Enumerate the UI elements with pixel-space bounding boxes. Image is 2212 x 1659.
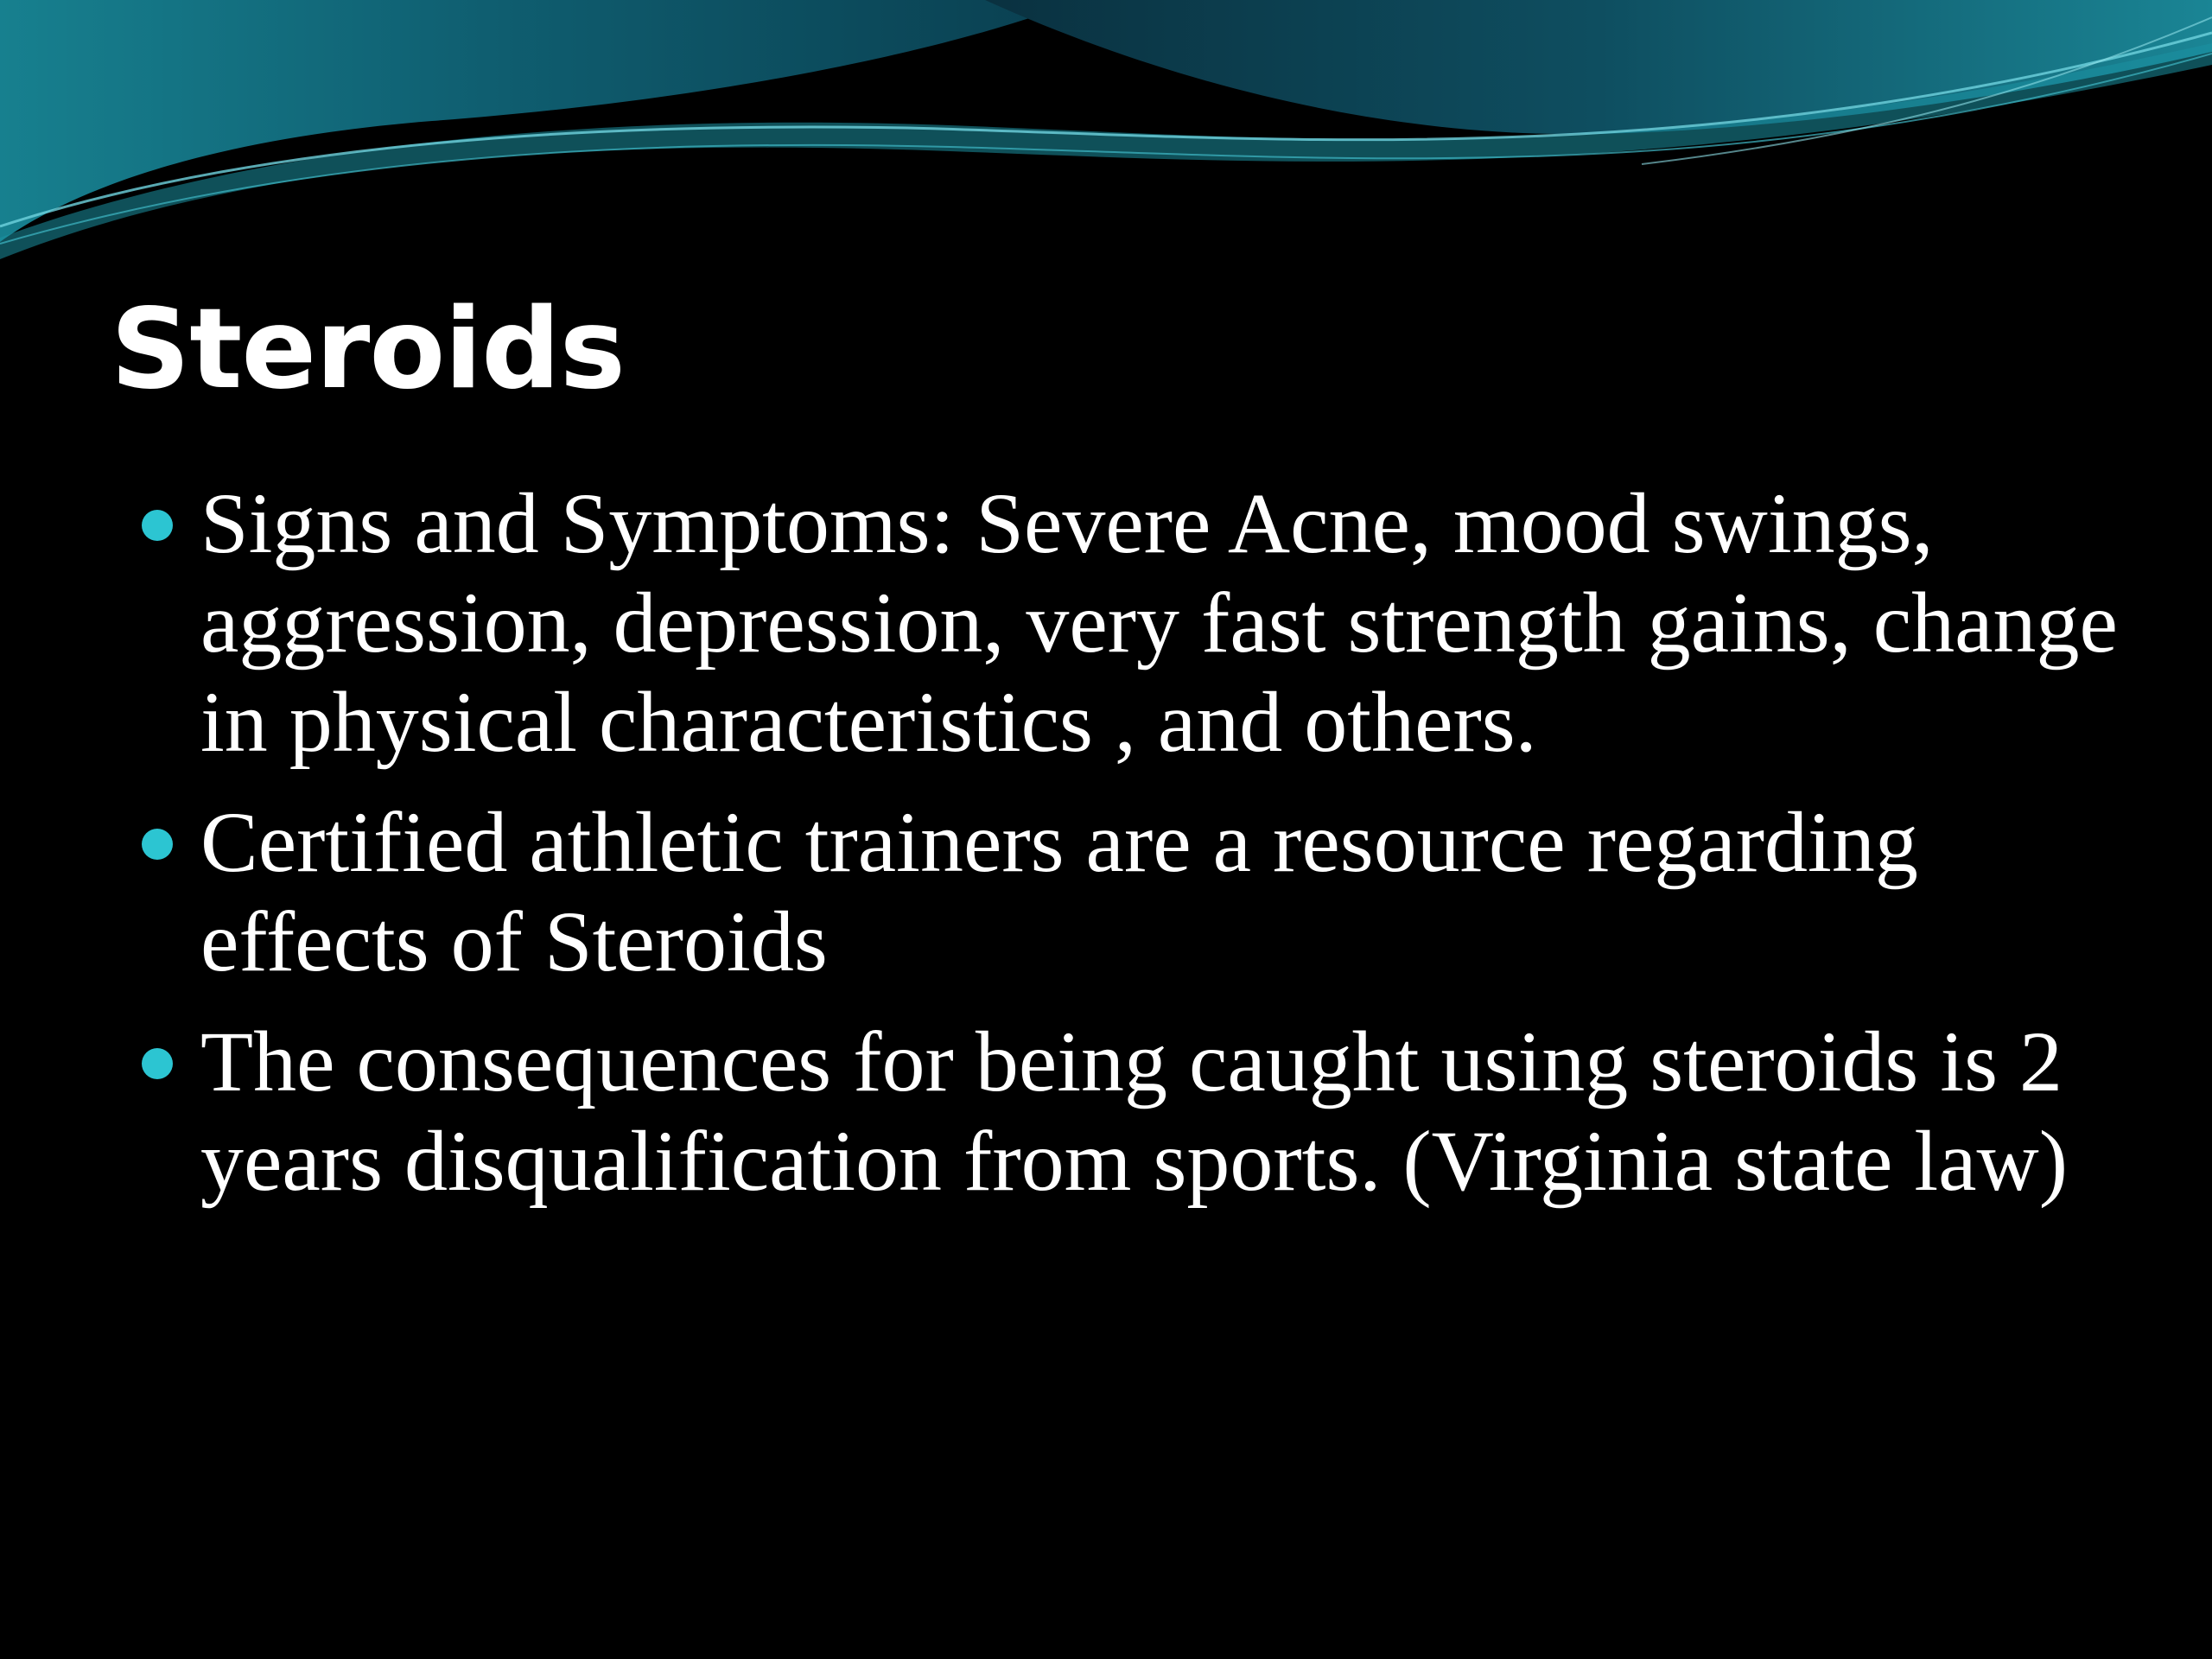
- wave-right-band: [985, 0, 2212, 134]
- bullet-text: The consequences for being caught using steroids is 2 years disqualification from sports. (Virginia state law): [200, 1014, 2069, 1209]
- wave-header-decoration: [0, 0, 2212, 259]
- bullet-list: [138, 474, 2126, 1231]
- bullet-item: [138, 1012, 2126, 1211]
- bullet-item: [138, 474, 2126, 772]
- bullet-dot-icon: [142, 510, 173, 541]
- bullet-text: Certified athletic trainers are a resource regarding effects of Steroids: [200, 794, 1918, 989]
- bullet-dot-icon: [142, 1048, 173, 1079]
- bullet-text: Signs and Symptoms: Severe Acne, mood swings, aggression, depression, very fast strength gains, change in physical characteristics , and others.: [200, 475, 2118, 770]
- slide-title: Steroids: [111, 285, 625, 414]
- bullet-item: [138, 792, 2126, 991]
- bullet-dot-icon: [142, 829, 173, 860]
